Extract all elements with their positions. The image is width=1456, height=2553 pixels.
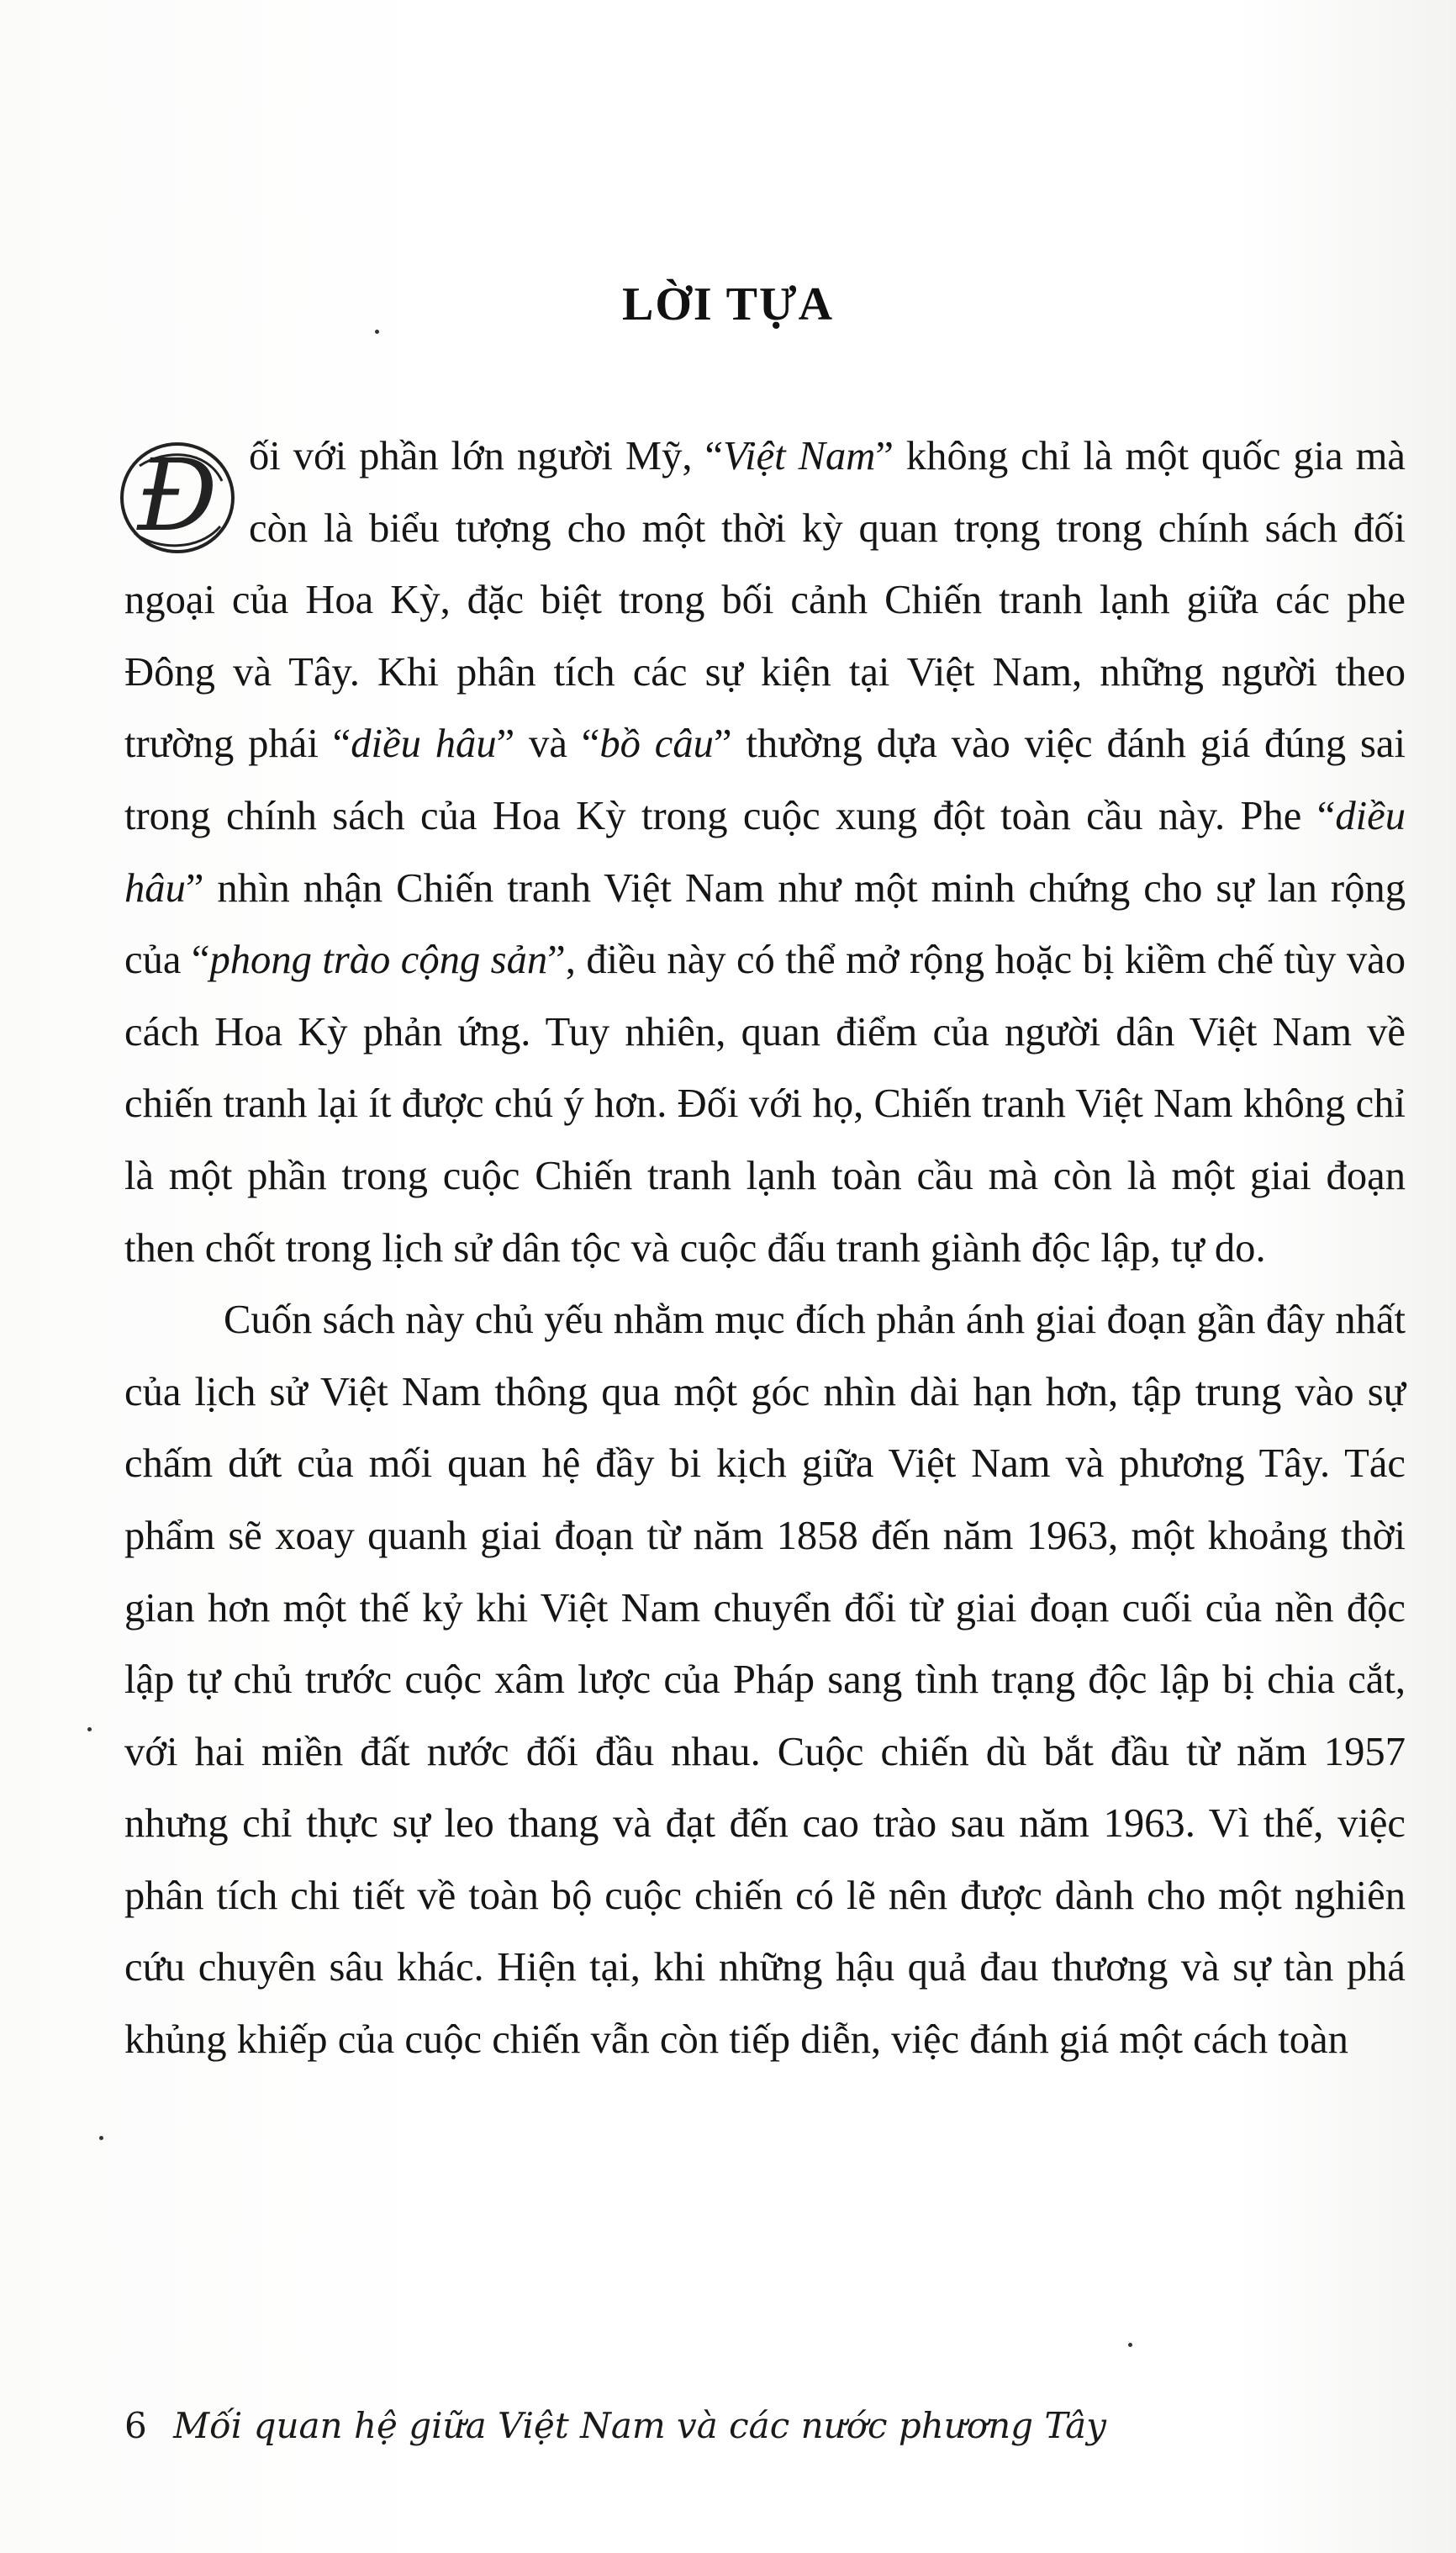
print-speck xyxy=(1128,2343,1132,2347)
book-title: Mối quan hệ giữa Việt Nam và các nước phương Tây xyxy=(173,2405,1106,2446)
text-run: ”, điều này có thể mở rộng hoặc bị kiềm chế tùy vào cách Hoa Kỳ phản ứng. Tuy nhiên, quan điểm của người dân Việt Nam về chiến tranh lại ít được chú ý hơn. Đối với họ, Chiến tranh Việt Nam không chỉ là một phần trong cuộc Chiến tranh lạnh toàn cầu mà còn là một giai đoạn then chốt trong lịch sử dân tộc và cuộc đấu tranh giành độc lập, tự do. xyxy=(124,937,1406,1271)
italic-term: phong trào cộng sản xyxy=(209,937,548,983)
print-speck xyxy=(375,330,379,334)
text-run: ” và “ xyxy=(496,721,600,767)
body-text xyxy=(124,420,1406,2076)
italic-term: diều hâu xyxy=(124,792,1406,911)
text-run: ối với phần lớn người Mỹ, “ xyxy=(249,433,724,478)
dropcap-letter: Đ xyxy=(137,437,218,553)
chapter-title: LỜI TỰA xyxy=(621,278,835,330)
italic-term: diều hâu xyxy=(351,721,497,767)
print-speck xyxy=(99,2136,103,2140)
text-run: Cuốn sách này chủ yếu nhằm mục đích phản ánh giai đoạn gần đây nhất của lịch sử Việt Nam thông qua một góc nhìn dài hạn hơn, tập trung vào sự chấm dứt của mối quan hệ đầy bi kịch giữa Việt Nam và phương Tây. Tác phẩm sẽ xoay quanh giai đoạn từ năm 1858 đến năm 1963, một khoảng thời gian hơn một thế kỷ khi Việt Nam chuyển đổi từ giai đoạn cuối của nền độc lập tự chủ trước cuộc xâm lược của Pháp sang tình trạng độc lập bị chia cắt, với hai miền đất nước đối đầu nhau. Cuộc chiến dù bắt đầu từ năm 1957 nhưng chỉ thực sự leo thang và đạt đến cao trào sau năm 1963. Vì thế, việc phân tích chi tiết về toàn bộ cuộc chiến có lẽ nên được dành cho một nghiên cứu chuyên sâu khác. Hiện tại, khi những hậu quả đau thương và sự tàn phá khủng khiếp của cuộc chiến vẫn còn tiếp diễn, việc đánh giá một cách toàn xyxy=(124,1297,1406,2063)
page-number: 6 xyxy=(124,2405,147,2446)
italic-term: Việt Nam xyxy=(723,433,876,478)
italic-term: bồ câu xyxy=(599,721,714,767)
running-footer xyxy=(124,2405,1106,2446)
print-speck xyxy=(87,1727,92,1731)
paragraph-2-text xyxy=(124,1297,1406,2062)
text-run: ” thường dựa vào việc đánh giá đúng sai trong chính sách của Hoa Kỳ trong cuộc xung đột toàn cầu này. Phe “ xyxy=(124,721,1406,838)
paragraph-1 xyxy=(124,420,1406,1284)
paragraph-1-text xyxy=(124,433,1406,1271)
text-run: ” nhìn nhận Chiến tranh Việt Nam như một minh chứng cho sự lan rộng của “ xyxy=(124,864,1406,983)
text-run: ” không chỉ là một quốc gia mà còn là biểu tượng cho một thời kỳ quan trọng trong chính sách đối ngoại của Hoa Kỳ, đặc biệt trong bối cảnh Chiến tranh lạnh giữa các phe Đông và Tây. Khi phân tích các sự kiện tại Việt Nam, những người theo trường phái “ xyxy=(124,433,1406,767)
dropcap xyxy=(114,432,240,558)
paragraph-2 xyxy=(124,1284,1406,2076)
